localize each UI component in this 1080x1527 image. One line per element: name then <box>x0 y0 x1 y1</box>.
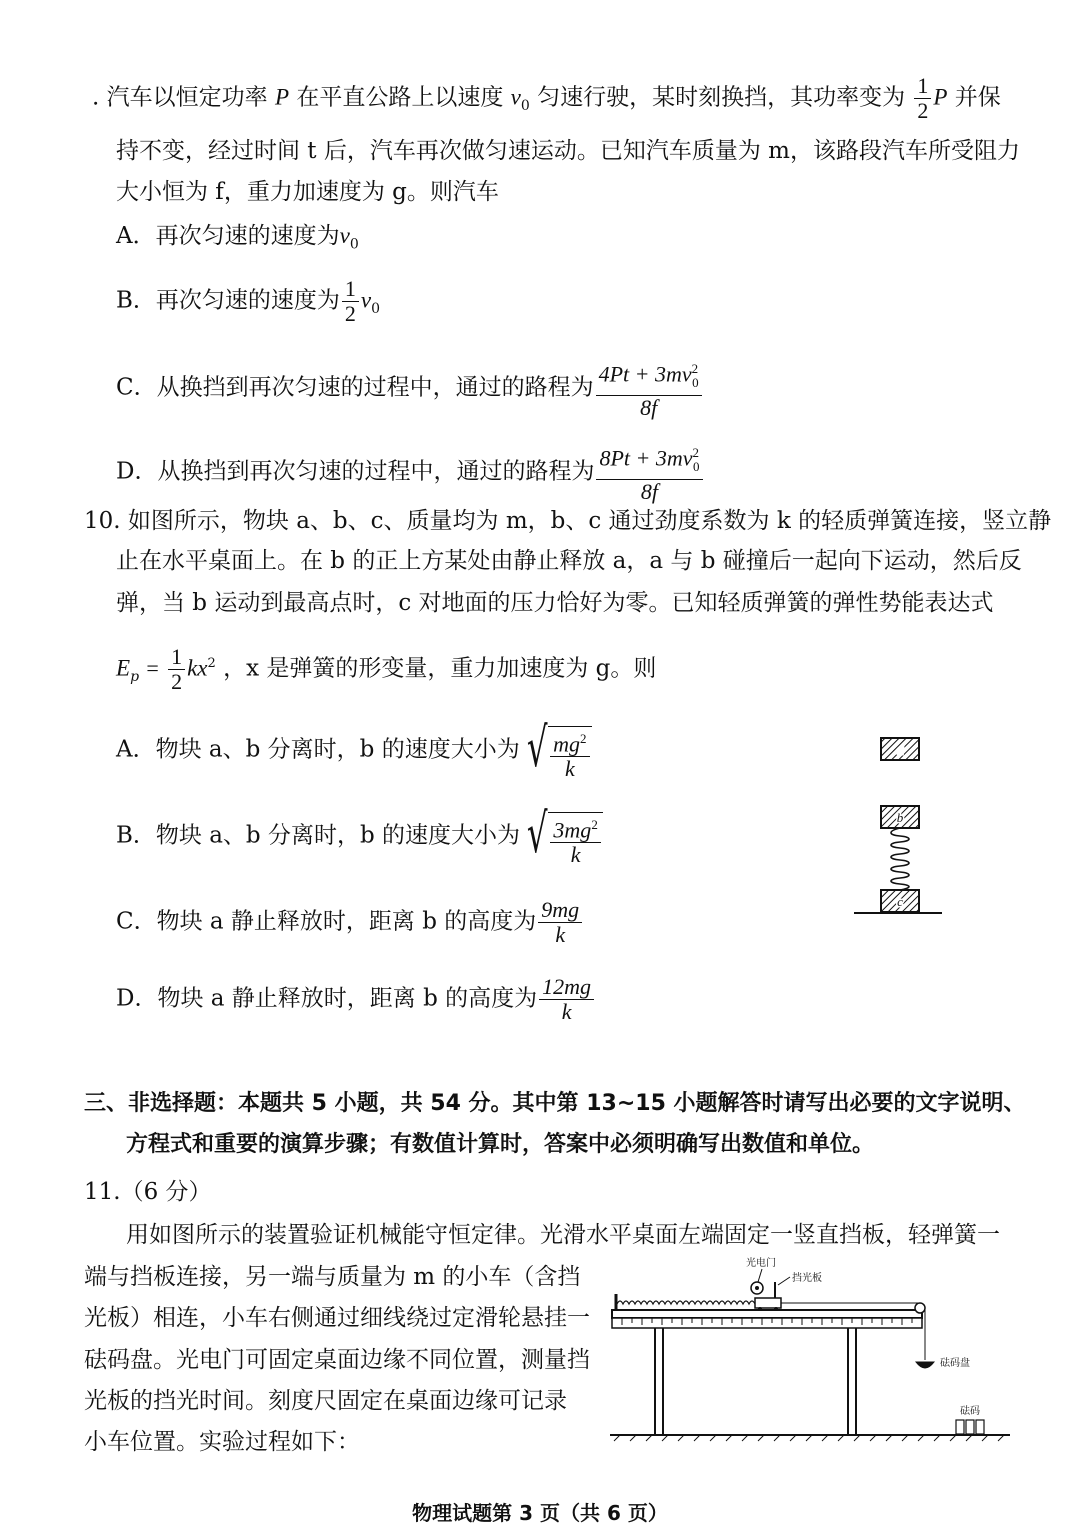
frac-num-text: 9mg <box>541 897 580 922</box>
q9-option-b-sub: 0 <box>371 301 381 318</box>
ep-sub: p <box>130 669 140 686</box>
q11-apparatus-figure <box>600 1252 1020 1444</box>
q9-text-c: 匀速行驶，某时刻换挡，其功率变为 <box>537 84 906 111</box>
q9-line2: 持不变，经过时间 t 后，汽车再次做匀速运动。已知汽车质量为 m，该路段汽车所受阻力 <box>116 138 1020 164</box>
frac <box>550 813 600 867</box>
sqrt-body <box>548 812 602 867</box>
q9-option-c-text: C．从换挡到再次匀速的过程中，通过的路程为 <box>116 374 594 401</box>
q10-spring-figure <box>850 730 950 930</box>
ep-frac <box>168 645 185 694</box>
q9-text-b: 在平直公路上以速度 <box>296 84 504 111</box>
q9-option-a <box>116 221 359 260</box>
q11-line5: 光板的挡光时间。刻度尺固定在桌面边缘可记录 <box>84 1388 567 1414</box>
frac-num <box>596 357 702 396</box>
q9-option-d-frac <box>596 441 702 504</box>
block-c <box>881 890 919 912</box>
q9-option-d-text: D．从换挡到再次匀速的过程中，通过的路程为 <box>116 458 595 485</box>
q10-option-b <box>116 802 603 868</box>
frac-den <box>641 480 658 504</box>
q10-line2: 止在水平桌面上。在 b 的正上方某处由静止释放 a，a 与 b 碰撞后一起向下运动，然后反 <box>116 548 1022 574</box>
sup: 2 <box>692 445 700 460</box>
frac-den: 2 <box>344 301 356 326</box>
sup: 2 <box>691 361 699 376</box>
q11-line2: 端与挡板连接，另一端与质量为 m 的小车（含挡 <box>84 1264 581 1290</box>
frac-num <box>538 898 582 923</box>
frac-den-text: k <box>555 922 566 947</box>
q9-option-c <box>116 357 704 420</box>
q9-v0: v <box>510 84 521 110</box>
label-shade-plate: 挡光板 <box>792 1273 822 1284</box>
label-photogate: 光电门 <box>746 1258 776 1269</box>
page-footer: 物理试题第 3 页（共 6 页） <box>412 1501 668 1525</box>
frac-den-text: 8f <box>640 394 658 420</box>
q11-line4: 砝码盘。光电门可固定桌面边缘不同位置，测量挡 <box>84 1347 590 1373</box>
label-weights: 砝码 <box>960 1406 980 1417</box>
q9-v0-sub: 0 <box>520 98 530 115</box>
q10-option-d-text: D．物块 a 静止释放时，距离 b 的高度为 <box>116 985 538 1012</box>
frac <box>538 898 582 947</box>
q9-option-a-sub: 0 <box>349 236 359 253</box>
sub: 0 <box>692 374 699 390</box>
frac-den-text: k <box>564 756 575 782</box>
weight-pan <box>916 1362 934 1368</box>
q9-option-b-text: B．再次匀速的速度为 <box>116 287 340 314</box>
q9-line3: 大小恒为 f，重力加速度为 g。则汽车 <box>116 179 499 205</box>
block-a-label: a <box>896 742 904 757</box>
sqrt-a <box>520 716 592 782</box>
frac-num <box>596 441 702 480</box>
q11-line3: 光板）相连，小车右侧通过细线绕过定滑轮悬挂一 <box>84 1305 590 1331</box>
ep-E: E <box>116 655 131 681</box>
q9-option-a-v: v <box>339 223 350 248</box>
q11-line6: 小车位置。实验过程如下： <box>84 1429 360 1455</box>
frac-num <box>550 813 600 843</box>
q10-option-a-text: A．物块 a、b 分离时，b 的速度大小为 <box>116 736 520 763</box>
q10-option-c <box>116 898 584 947</box>
sqrt-body <box>548 726 591 781</box>
weights <box>956 1420 984 1434</box>
q9-option-d <box>116 441 705 504</box>
q10-option-d <box>116 975 596 1024</box>
leader-photogate <box>758 1269 762 1282</box>
q10-option-a <box>116 716 592 782</box>
section3-line1: 三、非选择题：本题共 5 小题，共 54 分。其中第 13~15 小题解答时请写出必要的文字说明、 <box>84 1091 1026 1116</box>
ep-kx: kx <box>187 655 208 681</box>
frac-num <box>550 727 589 757</box>
section3-line2: 方程式和重要的演算步骤；有数值计算时，答案中必须明确写出数值和单位。 <box>126 1132 875 1157</box>
frac-den <box>565 757 575 781</box>
q10-line1: 10. 如图所示，物块 a、b、c、质量均为 m，b、c 通过劲度系数为 k 的轻质弹簧连接，竖立静 <box>84 508 1052 534</box>
radical-sign: √ <box>526 802 548 865</box>
sup: 2 <box>591 817 598 832</box>
block-b <box>881 806 919 828</box>
frac-den-text: k <box>561 999 572 1024</box>
q10-option-b-text: B．物块 a、b 分离时，b 的速度大小为 <box>116 822 520 849</box>
q9-option-a-text: A．再次匀速的速度为 <box>116 223 340 249</box>
q9-option-c-frac <box>596 357 702 420</box>
q9-option-b <box>116 277 380 326</box>
frac-den-text: 8f <box>640 478 659 504</box>
block-b-label: b <box>896 810 904 825</box>
q10-line3: 弹，当 b 运动到最高点时，c 对地面的压力恰好为零。已知轻质弹簧的弹性势能表达式 <box>116 590 994 616</box>
q9-option-b-v: v <box>360 287 372 313</box>
sup: 2 <box>580 731 587 746</box>
block-c-label: c <box>897 894 903 909</box>
frac-num-text: 4Pt + 3mv <box>598 361 692 387</box>
q9-line1 <box>92 74 1001 123</box>
radical-sign: √ <box>526 716 548 779</box>
q11-head: 11.（6 分） <box>84 1179 212 1205</box>
leader-shade <box>778 1277 790 1285</box>
ep-sup: 2 <box>207 655 216 671</box>
frac-den <box>571 843 581 867</box>
q9-text-d: 并保 <box>954 84 1001 111</box>
q9-P: P <box>274 84 289 110</box>
frac <box>550 727 589 781</box>
q10-ep-formula <box>116 645 656 694</box>
q9-P2: P <box>933 84 948 110</box>
pulley <box>915 1303 925 1313</box>
frac-den: 2 <box>171 669 183 694</box>
frac-den-text: k <box>570 842 581 868</box>
q9-half-fraction <box>914 74 931 123</box>
spring-coil <box>891 828 909 890</box>
q10-option-c-text: C．物块 a 静止释放时，距离 b 的高度为 <box>116 908 537 935</box>
frac-num-text: mg <box>553 731 581 757</box>
frac-den <box>555 923 565 947</box>
ep-eq: = <box>146 655 159 681</box>
q9-option-b-frac <box>342 277 359 326</box>
sqrt-b <box>520 802 603 868</box>
frac-num-text: 12mg <box>542 974 592 999</box>
sub: 0 <box>693 458 700 474</box>
frac-num: 1 <box>342 277 359 302</box>
table-top <box>612 1310 922 1318</box>
frac-num: 1 <box>168 645 185 670</box>
block-a <box>881 738 919 760</box>
frac-den <box>640 396 657 420</box>
photogate <box>751 1282 763 1294</box>
light-spring <box>617 1301 755 1304</box>
frac <box>539 975 594 1024</box>
frac-den: 2 <box>917 98 929 123</box>
frac-num-text: 8Pt + 3mv <box>599 445 693 471</box>
frac-num: 1 <box>914 74 931 99</box>
q11-line1: 用如图所示的装置验证机械能守恒定律。光滑水平桌面左端固定一竖直挡板，轻弹簧一 <box>126 1222 1000 1248</box>
frac-den <box>562 1000 572 1024</box>
q9-text-a: . 汽车以恒定功率 <box>92 84 268 111</box>
ruler <box>612 1318 922 1328</box>
frac-num-text: 3mg <box>553 817 592 843</box>
ep-tail: ，x 是弹簧的形变量，重力加速度为 g。则 <box>223 655 657 682</box>
label-weight-pan: 砝码盘 <box>940 1358 970 1369</box>
frac-num <box>539 975 594 1000</box>
